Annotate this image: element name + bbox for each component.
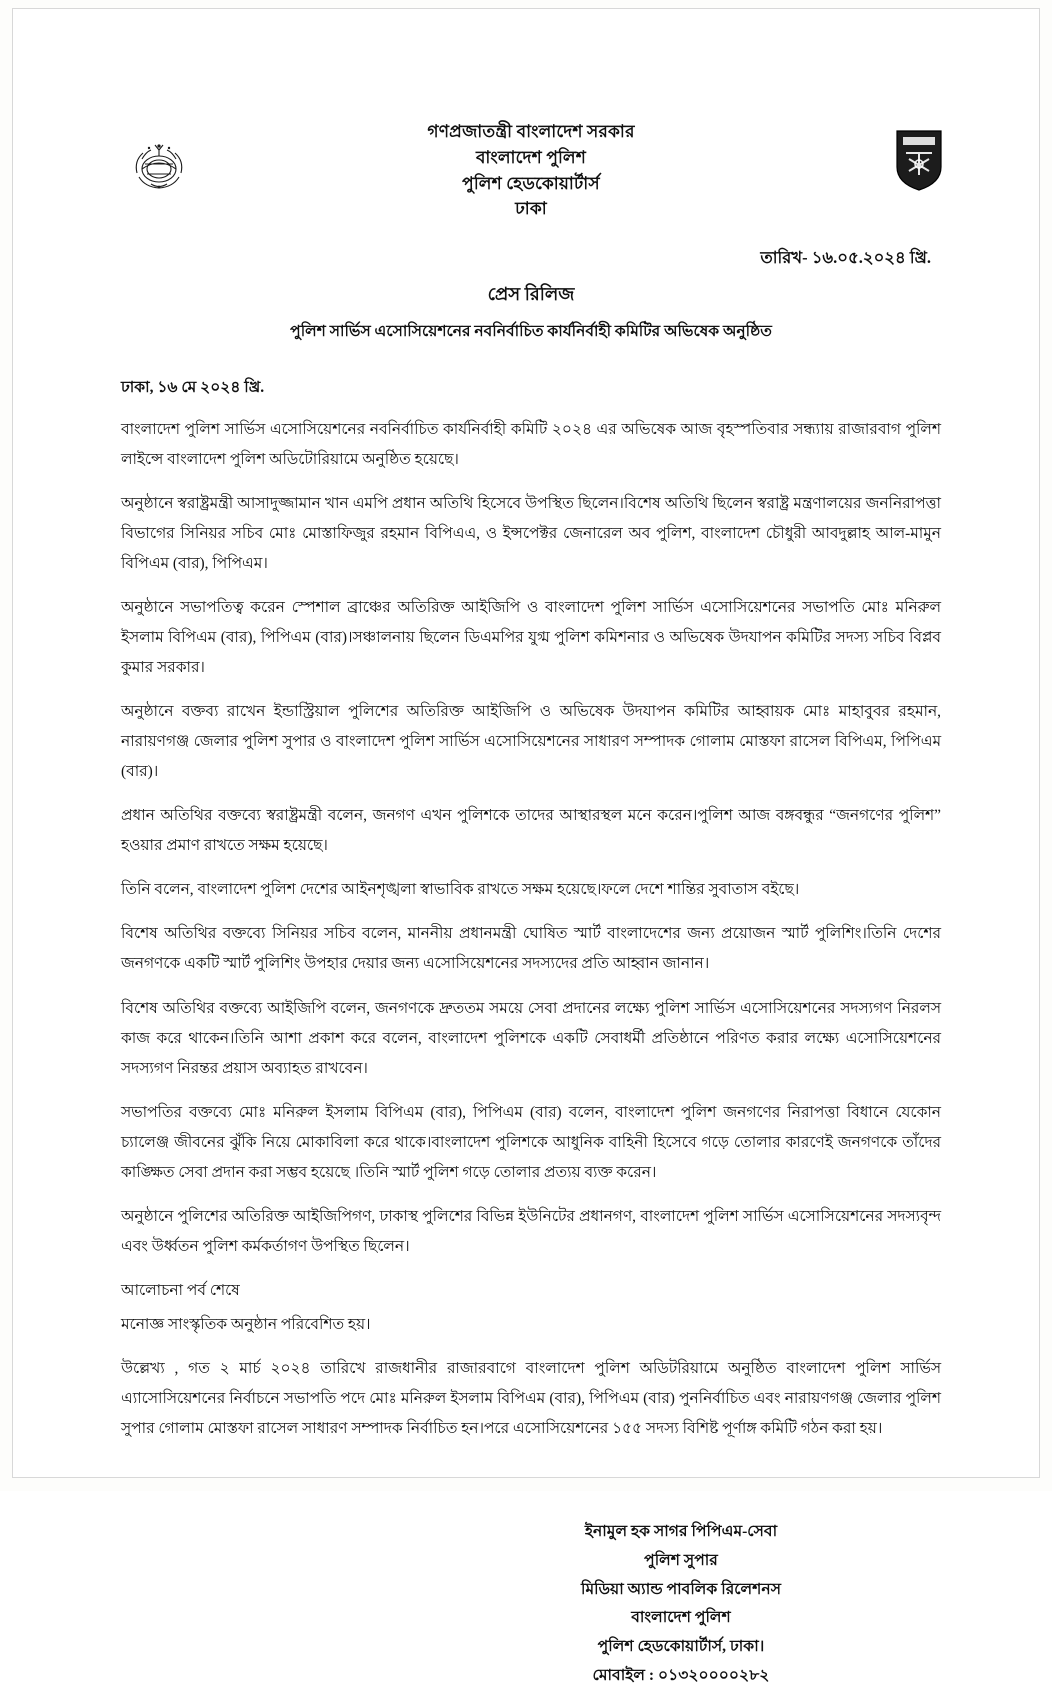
letterhead-line-2: বাংলাদেশ পুলিশ [475, 147, 587, 167]
document-content [121, 119, 941, 1691]
document-sheet [12, 8, 1040, 1685]
bangladesh-government-emblem-icon [129, 129, 189, 197]
signature-block [121, 1518, 941, 1691]
paragraph: তিনি বলেন, বাংলাদেশ পুলিশ দেশের আইনশৃঙ্খলা স্বাভাবিক রাখতে সক্ষম হয়েছে।ফলে দেশে শান্তির সুবাতাস বইছে। [121, 881, 800, 899]
signatory-designation: পুলিশ সুপার [644, 1551, 718, 1569]
paragraph: বিশেষ অতিথির বক্তব্যে সিনিয়র সচিব বলেন, মাননীয় প্রধানমন্ত্রী ঘোষিত স্মার্ট বাংলাদেশের জন্য প্রয়োজন স্মার্ট পুলিশিং।তিনি দেশের জনগণকে একটি স্মার্ট পুলিশিং উপহার দেয়ার জন্য এসোসিয়েশনের সদস্যদের প্রতি আহ্বান জানান। [121, 925, 941, 973]
paragraph: অনুষ্ঠানে পুলিশের অতিরিক্ত আইজিপিগণ, ঢাকাস্থ পুলিশের বিভিন্ন ইউনিটের প্রধানগণ, বাংলাদেশ পুলিশ সার্ভিস এসোসিয়েশনের সদস্যবৃন্দ এবং উর্ধ্বতন পুলিশ কর্মকর্তাগণ উপস্থিত ছিলেন। [121, 1207, 941, 1255]
letterhead-line-3: পুলিশ হেডকোয়ার্টার্স [462, 173, 600, 193]
letterhead [121, 119, 941, 227]
paragraph: বাংলাদেশ পুলিশ সার্ভিস এসোসিয়েশনের নবনির্বাচিত কার্যনির্বাহী কমিটি ২০২৪ এর অভিষেক আজ বৃহস্পতিবার সন্ধ্যায় রাজারবাগ পুলিশ লাইন্সে বাংলাদেশ পুলিশ অডিটোরিয়ামে অনুষ্ঠিত হয়েছে। [121, 421, 941, 469]
signatory-address: পুলিশ হেডকোয়ার্টার্স, ঢাকা। [597, 1638, 765, 1656]
closing-line: মনোজ্ঞ সাংস্কৃতিক অনুষ্ঠান পরিবেশিত হয়। [121, 1315, 371, 1333]
paragraph: বিশেষ অতিথির বক্তব্যে আইজিপি বলেন, জনগণকে দ্রুততম সময়ে সেবা প্রদানের লক্ষ্যে পুলিশ সার্ভিস এসোসিয়েশনের সদস্যগণ নিরলস কাজ করে থাকেন।তিনি আশা প্রকাশ করে বলেন, বাংলাদেশ পুলিশকে একটি সেবাধর্মী প্রতিষ্ঠানে পরিণত করার লক্ষ্যে এসোসিয়েশনের সদস্যগণ নিরন্তর প্রয়াস অব্যাহত রাখবেন। [121, 999, 941, 1077]
signatory-organization: বাংলাদেশ পুলিশ [631, 1609, 731, 1627]
signatory-name: ইনামুল হক সাগর পিপিএম-সেবা [584, 1522, 778, 1540]
paragraph: প্রধান অতিথির বক্তব্যে স্বরাষ্ট্রমন্ত্রী বলেন, জনগণ এখন পুলিশকে তাদের আস্থারস্থল মনে করেন।পুলিশ আজ বঙ্গবন্ধুর “জনগণের পুলিশ” হওয়ার প্রমাণ রাখতে সক্ষম হয়েছে। [121, 807, 941, 855]
body-text [121, 415, 941, 1444]
note-paragraph: উল্লেখ্য , গত ২ মার্চ ২০২৪ তারিখে রাজধানীর রাজারবাগে বাংলাদেশ পুলিশ অডিটরিয়ামে অনুষ্ঠিত বাংলাদেশ পুলিশ সার্ভিস এ্যাসোসিয়েশনের নির্বাচনে সভাপতি পদে মোঃ মনিরুল ইসলাম বিপিএম (বার), পিপিএম (বার) পুননির্বাচিত এবং নারায়ণগঞ্জ জেলার পুলিশ সুপার গোলাম মোস্তফা রাসেল সাধারণ সম্পাদক নির্বাচিত হন।পরে এসোসিয়েশনের ১৫৫ সদস্য বিশিষ্ট পূর্ণাঙ্গ কমিটি গঠন করা হয়। [121, 1359, 941, 1437]
page-subtitle: পুলিশ সার্ভিস এসোসিয়েশনের নবনির্বাচিত কার্যনির্বাহী কমিটির অভিষেক অনুষ্ঠিত [290, 323, 772, 340]
signatory-mobile: মোবাইল : ০১৩২০০০০২৮২ [592, 1667, 770, 1685]
document-date: তারিখ- ১৬.০৫.২০২৪ খ্রি. [760, 248, 931, 267]
letterhead-line-4: ঢাকা [515, 199, 547, 219]
paragraph: অনুষ্ঠানে বক্তব্য রাখেন ইন্ডাস্ট্রিয়াল পুলিশের অতিরিক্ত আইজিপি ও অভিষেক উদযাপন কমিটির আহ্বায়ক মোঃ মাহাবুবর রহমান, নারায়ণগঞ্জ জেলার পুলিশ সুপার ও বাংলাদেশ পুলিশ সার্ভিস এসোসিয়েশনের সাধারণ সম্পাদক গোলাম মোস্তফা রাসেল বিপিএম, পিপিএম (বার)। [121, 703, 941, 781]
paragraph: সভাপতির বক্তব্যে মোঃ মনিরুল ইসলাম বিপিএম (বার), পিপিএম (বার) বলেন, বাংলাদেশ পুলিশ জনগণের নিরাপত্তা বিধানে যেকোন চ্যালেঞ্জ জীবনের ঝুঁকি নিয়ে মোকাবিলা করে থাকে।বাংলাদেশ পুলিশকে আধুনিক বাহিনী হিসেবে গড়ে তোলার কারণেই জনগণকে তাঁদের কাঙ্ক্ষিত সেবা প্রদান করা সম্ভব হয়েছে ।তিনি স্মার্ট পুলিশ গড়ে তোলার প্রত্যয় ব্যক্ত করেন। [121, 1103, 941, 1181]
paragraph: অনুষ্ঠানে সভাপতিত্ব করেন স্পেশাল ব্রাঞ্চের অতিরিক্ত আইজিপি ও বাংলাদেশ পুলিশ সার্ভিস এসোসিয়েশনের সভাপতি মোঃ মনিরুল ইসলাম বিপিএম (বার), পিপিএম (বার)।সঞ্চালনায় ছিলেন ডিএমপির যুগ্ম পুলিশ কমিশনার ও অভিষেক উদযাপন কমিটির সদস্য সচিব বিপ্লব কুমার সরকার। [121, 599, 941, 677]
bangladesh-police-logo-icon [893, 127, 945, 193]
paragraph: অনুষ্ঠানে স্বরাষ্ট্রমন্ত্রী আসাদুজ্জামান খান এমপি প্রধান অতিথি হিসেবে উপস্থিত ছিলেন।বিশেষ অতিথি ছিলেন স্বরাষ্ট্র মন্ত্রণালয়ের জননিরাপত্তা বিভাগের সিনিয়র সচিব মোঃ মোস্তাফিজুর রহমান বিপিএএ, ও ইন্সপেক্টর জেনারেল অব পুলিশ, বাংলাদেশ চৌধুরী আবদুল্লাহ আল-মামুন বিপিএম (বার), পিপিএম। [121, 495, 941, 573]
signatory-office: মিডিয়া অ্যান্ড পাবলিক রিলেশনস [581, 1580, 781, 1598]
closing-line: আলোচনা পর্ব শেষে [121, 1281, 240, 1299]
letterhead-title-block [121, 119, 941, 222]
city-date: ঢাকা, ১৬ মে ২০২৪ খ্রি. [121, 379, 265, 396]
page-title: প্রেস রিলিজ [487, 284, 575, 304]
letterhead-line-1: গণপ্রজাতন্ত্রী বাংলাদেশ সরকার [427, 122, 635, 141]
